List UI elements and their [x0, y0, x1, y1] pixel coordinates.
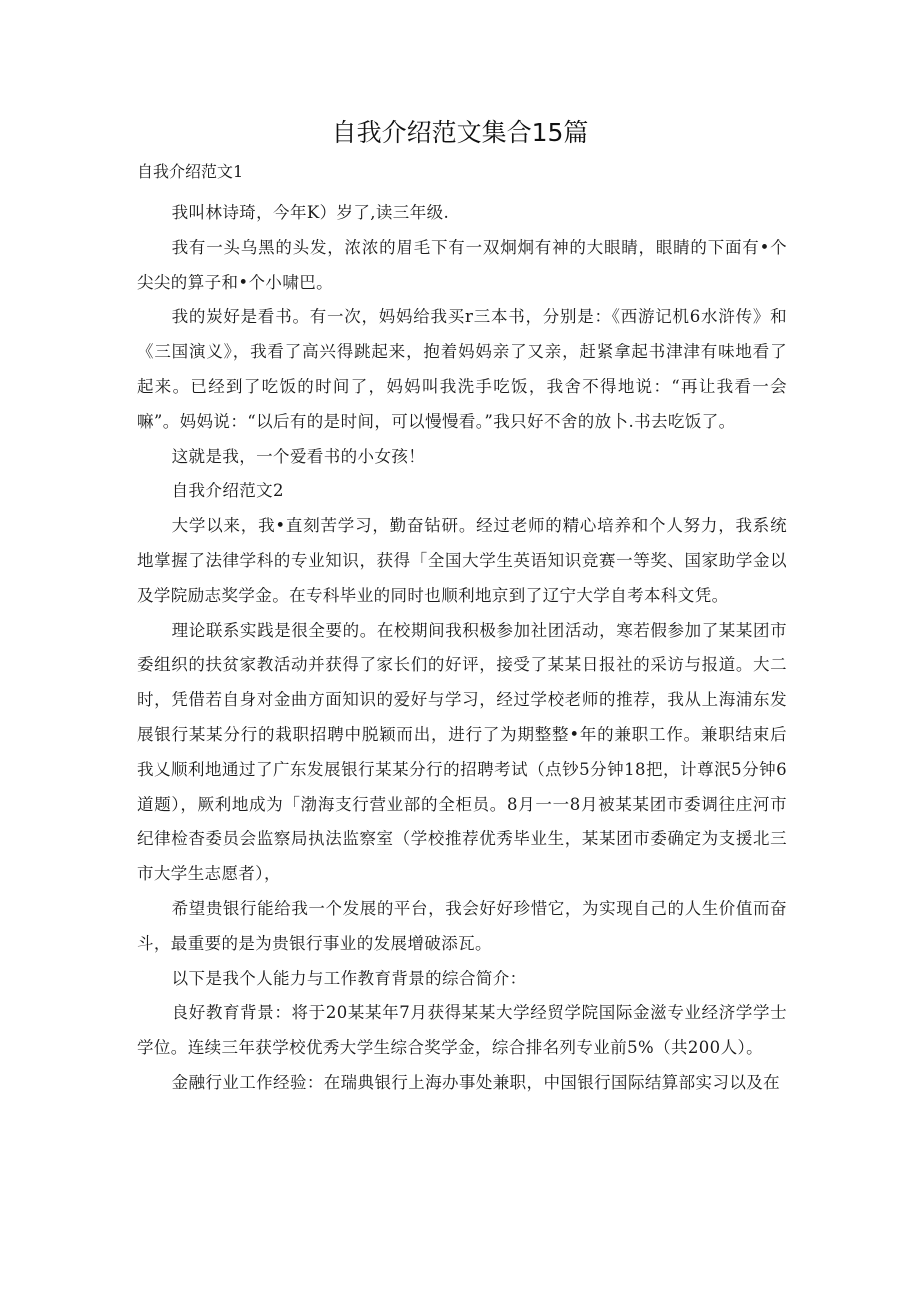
paragraph: 金融行业工作经验：在瑞典银行上海办事处兼职，中国银行国际结算部实习以及在 — [171, 1072, 781, 1092]
section-heading-2: 自我介绍范文2 — [171, 481, 284, 501]
paragraph: 这就是我，一个爱看书的小女孩！ — [171, 446, 426, 466]
document-title: 自我介绍范文集合15篇 — [331, 118, 589, 147]
paragraph: 我有一头乌黑的头发，浓浓的眉毛下有一双炯炯有神的大眼睛，眼睛的下面有•个尖尖的算子和•个小啸巴。 — [137, 237, 787, 292]
paragraph: 我叫林诗琦，今年K）岁了,读三年级. — [171, 203, 450, 222]
paragraph: 希望贵银行能给我一个发展的平台，我会好好珍惜它，为实现自己的人生价值而奋斗，最重要的是为贵银行事业的发展增破添瓦。 — [137, 898, 787, 953]
paragraph: 良好教育背景：将于20某某年7月获得某某大学经贸学院国际金滋专业经济学学士学位。连续三年获学校优秀大学生综合奖学金，综合排名列专业前5%（共200人）。 — [137, 1003, 787, 1058]
section-heading-1: 自我介绍范文1 — [137, 162, 244, 181]
paragraph: 我的炭好是看书。有一次，妈妈给我买r三本书，分别是：《西游记机6水浒传》和《三国演义》，我看了高兴得跳起来，抱着妈妈亲了又亲，赶紧拿起书津津有味地看了起来。已经到了吃饭的时间了，妈妈叫我洗手吃饭，我舍不得地说：“再让我看一会嘛”。妈妈说：“以后有的是时间，可以慢慢看。”我只好不舍的放卜.书去吃饭了。 — [137, 307, 787, 431]
paragraph: 以下是我个人能力与工作教育背景的综合简介： — [171, 968, 527, 988]
document-body — [137, 196, 787, 1101]
paragraph: 大学以来，我•直刻苦学习，勤奋钻研。经过老师的精心培养和个人努力，我系统地掌握了法律学科的专业知识，获得「全国大学生英语知识竞赛一等奖、国家助学金以及学院励志奖学金。在专科毕业的同时也顺利地京到了辽宁大学自考本科文凭。 — [137, 516, 787, 605]
paragraph: 理论联系实践是很全要的。在校期间我积极参加社团活动，寒若假参加了某某团市委组织的扶贫家教活动并获得了家长们的好评，接受了某某日报社的采访与报道。大二时，凭借若自身对金曲方面知识的爱好与学习，经过学校老师的推荐，我从上海浦东发展银行某某分行的栽职招聘中脱颖而出，进行了为期整整•年的兼职工作。兼职结束后我乂顺利地通过了广东发展银行某某分行的招聘考试（点钞5分钟18把，计尊泯5分钟6道题），厥利地成为「渤海支行营业部的全柜员。8月一一8月被某某团市委调往庄河市纪律检杳委员会监察局执法监察室（学校推荐优秀毕业生，某某团市委确定为支援北三市大学生志愿者）， — [137, 620, 787, 884]
